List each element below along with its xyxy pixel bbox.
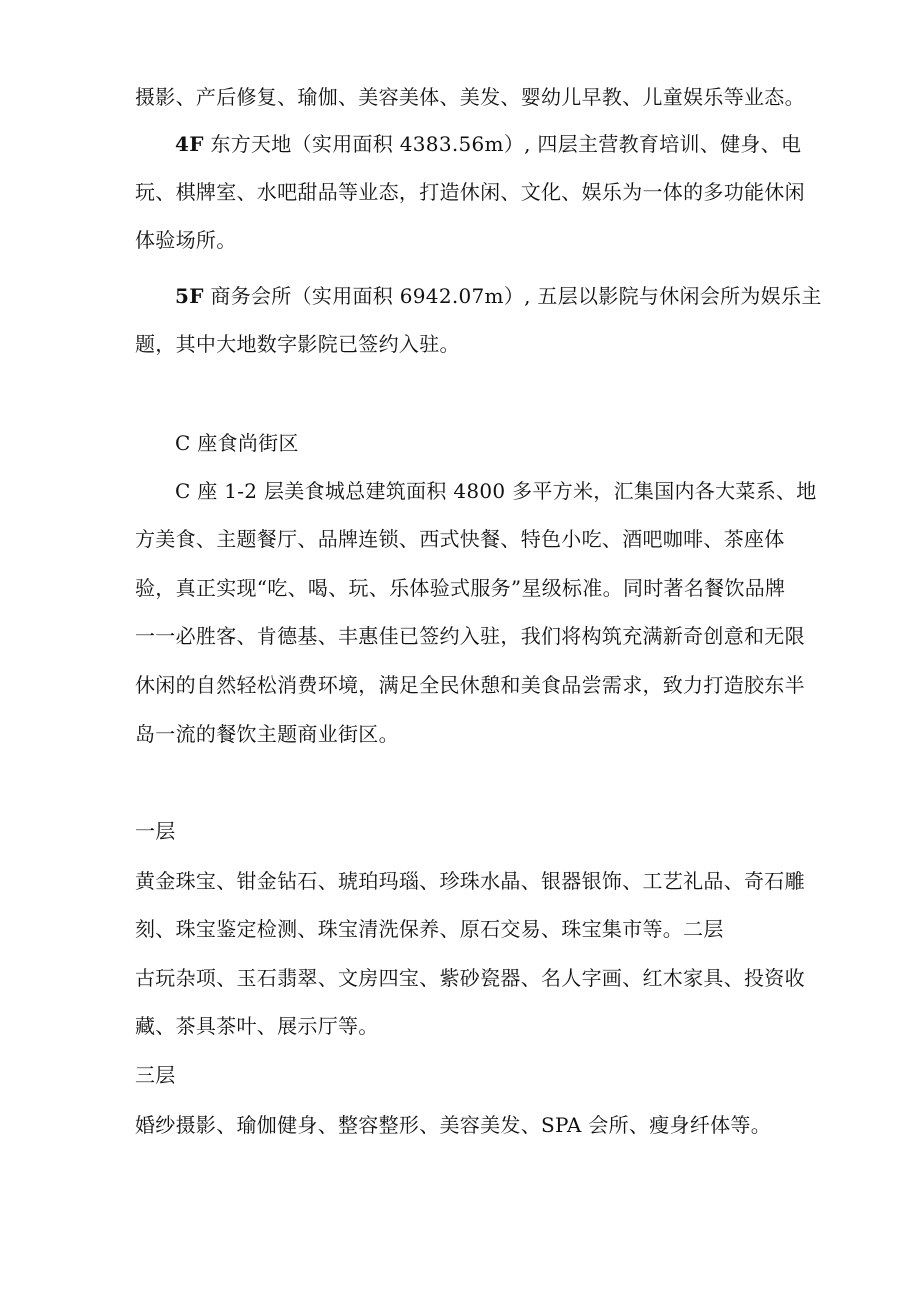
body-text-line: 休闲的自然轻松消费环境，满足全民休憩和美食品尝需求，致力打造胶东半 bbox=[135, 673, 805, 697]
body-text-line: 刻、珠宝鉴定检测、珠宝清洗保养、原石交易、珠宝集市等。二层 bbox=[135, 917, 724, 941]
floor-label-4f: 4F bbox=[175, 132, 204, 156]
floor-label-5f: 5F bbox=[175, 284, 204, 308]
body-text-line: 体验场所。 bbox=[135, 228, 237, 252]
body-text-line: 一一必胜客、肯德基、丰惠佳已签约入驻，我们将构筑充满新奇创意和无限 bbox=[135, 624, 805, 648]
body-text-line: 藏、茶具茶叶、展示厅等。 bbox=[135, 1014, 379, 1038]
body-text-line: 婚纱摄影、瑜伽健身、整容整形、美容美发、SPA 会所、瘦身纤体等。 bbox=[135, 1113, 772, 1137]
body-text-line: 东方天地（实用面积 4383.56m）, 四层主营教育培训、健身、电 bbox=[210, 132, 802, 156]
body-text-line: 古玩杂项、玉石翡翠、文房四宝、紫砂瓷器、名人字画、红木家具、投资收 bbox=[135, 966, 805, 990]
body-text-line: 黄金珠宝、钳金钻石、琥珀玛瑙、珍珠水晶、银器银饰、工艺礼品、奇石雕 bbox=[135, 869, 805, 893]
section-heading-floor-1: 一层 bbox=[135, 819, 176, 843]
body-text-line: 玩、棋牌室、水吧甜品等业态，打造休闲、文化、娱乐为一体的多功能休闲 bbox=[135, 180, 805, 204]
section-heading-floor-3: 三层 bbox=[135, 1063, 176, 1087]
floor-4f-paragraph bbox=[175, 131, 801, 157]
body-text-line: 验，真正实现“吃、喝、玩、乐体验式服务”星级标准。同时著名餐饮品牌 bbox=[135, 576, 786, 600]
body-text-line: 商务会所（实用面积 6942.07m）, 五层以影院与休闲会所为娱乐主 bbox=[210, 284, 822, 308]
floor-5f-paragraph bbox=[175, 283, 822, 309]
body-text-line: 摄影、产后修复、瑜伽、美容美体、美发、婴幼儿早教、儿童娱乐等业态。 bbox=[135, 85, 805, 109]
body-text-line: C 座 1-2 层美食城总建筑面积 4800 多平方米，汇集国内各大菜系、地 bbox=[175, 479, 817, 503]
body-text-line: 题，其中大地数字影院已签约入驻。 bbox=[135, 332, 460, 356]
body-text-line: 方美食、主题餐厅、品牌连锁、西式快餐、特色小吃、酒吧咖啡、茶座体 bbox=[135, 527, 785, 551]
section-heading-c-block: C 座食尚街区 bbox=[175, 431, 299, 455]
body-text-line: 岛一流的餐饮主题商业街区。 bbox=[135, 722, 399, 746]
